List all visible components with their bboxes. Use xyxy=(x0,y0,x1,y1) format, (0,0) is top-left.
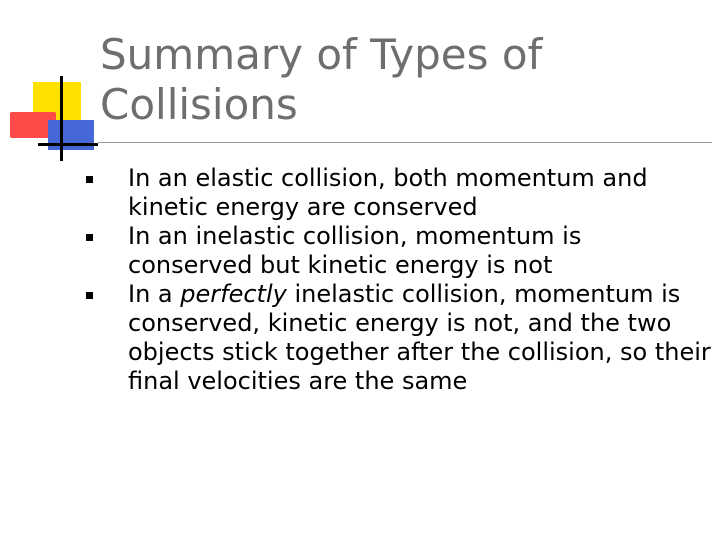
bullet-item-elastic xyxy=(86,164,711,222)
bullet-text-before: In a xyxy=(128,280,181,308)
square-bullet-icon xyxy=(86,176,93,183)
title-underline-rule xyxy=(98,142,712,143)
decorative-logo-icon xyxy=(0,0,100,170)
slide-title: Summary of Types of Collisions xyxy=(100,30,543,129)
vertical-rule-line xyxy=(60,76,63,161)
square-bullet-icon xyxy=(86,292,93,299)
bullet-text: In an inelastic collision, momentum is conserved but kinetic energy is not xyxy=(128,222,582,279)
logo-horizontal-line xyxy=(38,143,98,146)
bullet-text-emphasis: perfectly xyxy=(180,280,287,308)
bullet-text-after: inelastic collision, momentum is conserved, kinetic energy is not, and the two objects stick together after the collision, so their final velocities are the same xyxy=(128,280,711,395)
square-bullet-icon xyxy=(86,234,93,241)
bullet-item-perfectly-inelastic xyxy=(86,280,711,396)
bullet-text: In an elastic collision, both momentum and kinetic energy are conserved xyxy=(128,164,648,221)
bullet-item-inelastic xyxy=(86,222,711,280)
bullet-list xyxy=(86,164,711,396)
